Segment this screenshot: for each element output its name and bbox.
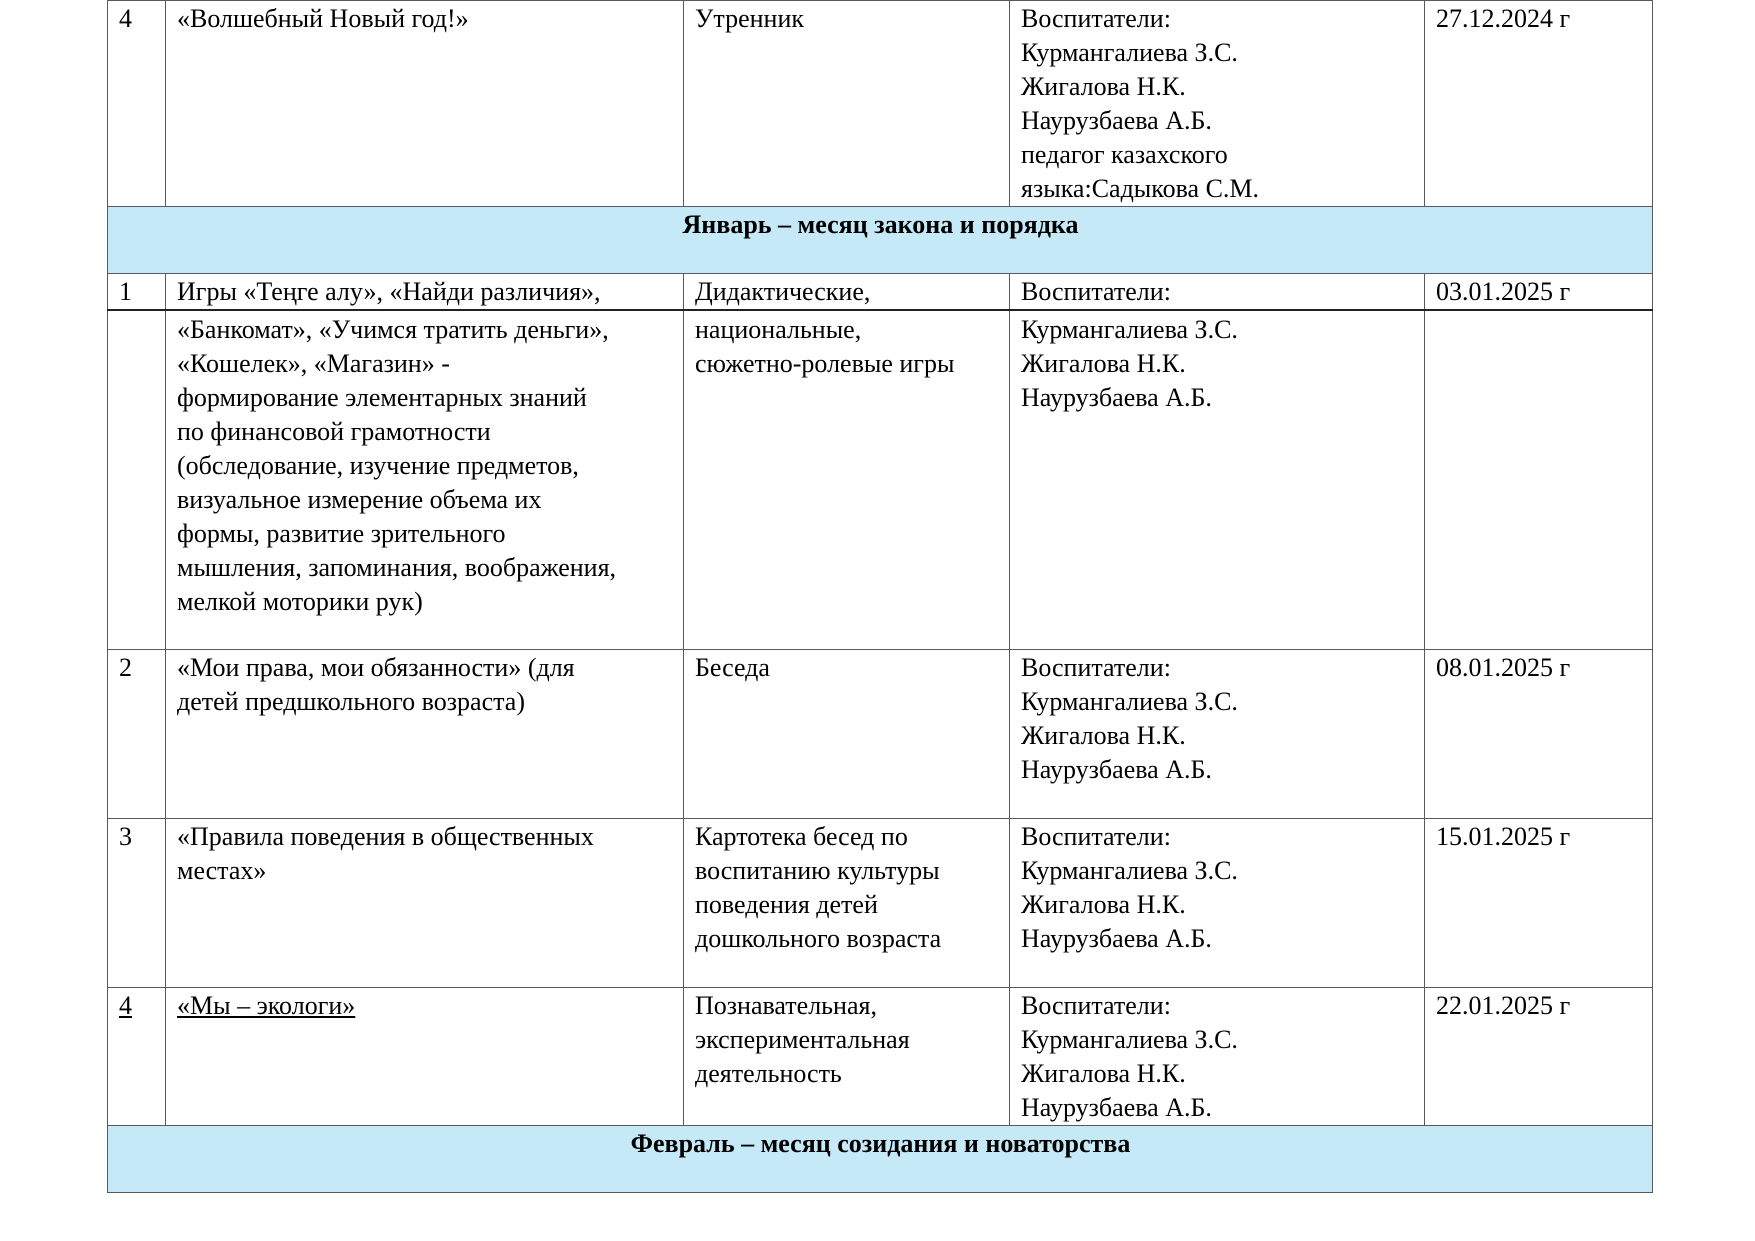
event-title: «Волшебный Новый год!» xyxy=(177,4,469,33)
date-cell: 22.01.2025 г xyxy=(1425,987,1653,1125)
responsible-line: Наурузбаева А.Б. xyxy=(1021,383,1212,412)
event-title-cell xyxy=(166,310,684,649)
event-description-line: мышления, запоминания, воображения, xyxy=(177,553,617,582)
responsible-line: Курмангалиева З.С. xyxy=(1021,855,1238,885)
responsible-line: Наурузбаева А.Б. xyxy=(1021,754,1212,784)
event-description-line: по финансовой грамотности xyxy=(177,417,491,446)
event-description-line: «Банкомат», «Учимся тратить деньги», xyxy=(177,315,609,344)
month-header-february: Февраль – месяц созидания и новаторства xyxy=(108,1125,1653,1192)
responsible-line: Жигалова Н.К. xyxy=(1021,349,1186,378)
event-form: поведения детей xyxy=(695,889,878,919)
responsible-line: Наурузбаева А.Б. xyxy=(1021,106,1212,135)
responsible-line: Курмангалиева З.С. xyxy=(1021,1024,1238,1054)
event-title-cell xyxy=(166,274,684,311)
event-description-line: «Кошелек», «Магазин» - xyxy=(177,349,450,378)
event-form: Картотека бесед по xyxy=(695,821,908,851)
event-form: воспитанию культуры xyxy=(695,855,940,885)
responsible-cell xyxy=(1010,818,1425,987)
event-title-cell xyxy=(166,818,684,987)
responsible-line: Жигалова Н.К. xyxy=(1021,1058,1186,1088)
event-form-cell xyxy=(684,649,1010,818)
responsible-line: Воспитатели: xyxy=(1021,4,1171,33)
event-form-cell xyxy=(684,818,1010,987)
row-number-empty xyxy=(108,310,166,649)
event-form: сюжетно-ролевые игры xyxy=(695,349,955,378)
responsible-line: Воспитатели: xyxy=(1021,821,1171,851)
event-description-line: (обследование, изучение предметов, xyxy=(177,451,579,480)
responsible-cell xyxy=(1010,649,1425,818)
date-cell: 03.01.2025 г xyxy=(1425,274,1653,311)
responsible-line: Курмангалиева З.С. xyxy=(1021,38,1238,67)
row-number xyxy=(108,987,166,1125)
date-cell: 08.01.2025 г xyxy=(1425,649,1653,818)
date-cell-empty xyxy=(1425,310,1653,649)
event-form: Дидактические, xyxy=(695,277,871,306)
event-form-cell xyxy=(684,1,1010,207)
responsible-line: Воспитатели: xyxy=(1021,277,1171,306)
event-form: деятельность xyxy=(695,1058,842,1088)
date-cell: 27.12.2024 г xyxy=(1425,1,1653,207)
responsible-line: Воспитатели: xyxy=(1021,990,1171,1020)
event-description-line: визуальное измерение объема их xyxy=(177,485,542,514)
responsible-line: Жигалова Н.К. xyxy=(1021,889,1186,919)
month-header-january: Январь – месяц закона и порядка xyxy=(108,207,1653,274)
table-row xyxy=(108,274,1653,311)
event-form: экспериментальная xyxy=(695,1024,910,1054)
event-title-cell xyxy=(166,649,684,818)
event-title: местах» xyxy=(177,855,267,885)
event-form: Познавательная, xyxy=(695,990,877,1020)
event-title: «Мои права, мои обязанности» (для xyxy=(177,652,575,682)
event-title: Игры «Теңге алу», «Найди различия», xyxy=(177,277,601,306)
row-number: 1 xyxy=(108,274,166,311)
responsible-line: Жигалова Н.К. xyxy=(1021,72,1186,101)
event-description-line: формирование элементарных знаний xyxy=(177,383,587,412)
month-header-row xyxy=(108,1125,1653,1192)
responsible-line: Наурузбаева А.Б. xyxy=(1021,1092,1212,1122)
date-cell: 15.01.2025 г xyxy=(1425,818,1653,987)
event-form: национальные, xyxy=(695,315,862,344)
responsible-line: Воспитатели: xyxy=(1021,652,1171,682)
row-number: 3 xyxy=(108,818,166,987)
responsible-line: языка:Садыкова С.М. xyxy=(1021,174,1260,203)
responsible-cell xyxy=(1010,1,1425,207)
responsible-cell xyxy=(1010,987,1425,1125)
event-title: «Правила поведения в общественных xyxy=(177,821,594,851)
table-row-continuation xyxy=(108,310,1653,649)
responsible-cell xyxy=(1010,274,1425,311)
event-form: Беседа xyxy=(695,652,770,682)
table-row xyxy=(108,649,1653,818)
table-row xyxy=(108,987,1653,1125)
event-description-line: мелкой моторики рук) xyxy=(177,587,423,616)
row-number: 4 xyxy=(108,1,166,207)
row-number: 2 xyxy=(108,649,166,818)
event-form-cell xyxy=(684,274,1010,311)
event-form: Утренник xyxy=(695,4,805,33)
table-row xyxy=(108,818,1653,987)
event-form: дошкольного возраста xyxy=(695,923,942,953)
responsible-line: педагог казахского xyxy=(1021,140,1228,169)
event-title: «Мы – экологи» xyxy=(177,990,356,1020)
event-description-line: формы, развитие зрительного xyxy=(177,519,506,548)
month-header-row xyxy=(108,207,1653,274)
events-plan-table xyxy=(107,0,1653,1193)
event-form-cell xyxy=(684,310,1010,649)
event-title-cell xyxy=(166,987,684,1125)
table-row xyxy=(108,1,1653,207)
responsible-line: Наурузбаева А.Б. xyxy=(1021,923,1212,953)
responsible-cell xyxy=(1010,310,1425,649)
event-title: детей предшкольного возраста) xyxy=(177,686,526,716)
responsible-line: Жигалова Н.К. xyxy=(1021,720,1186,750)
responsible-line: Курмангалиева З.С. xyxy=(1021,686,1238,716)
responsible-line: Курмангалиева З.С. xyxy=(1021,315,1238,344)
event-form-cell xyxy=(684,987,1010,1125)
event-title-cell xyxy=(166,1,684,207)
row-number-underlined: 4 xyxy=(119,990,132,1020)
